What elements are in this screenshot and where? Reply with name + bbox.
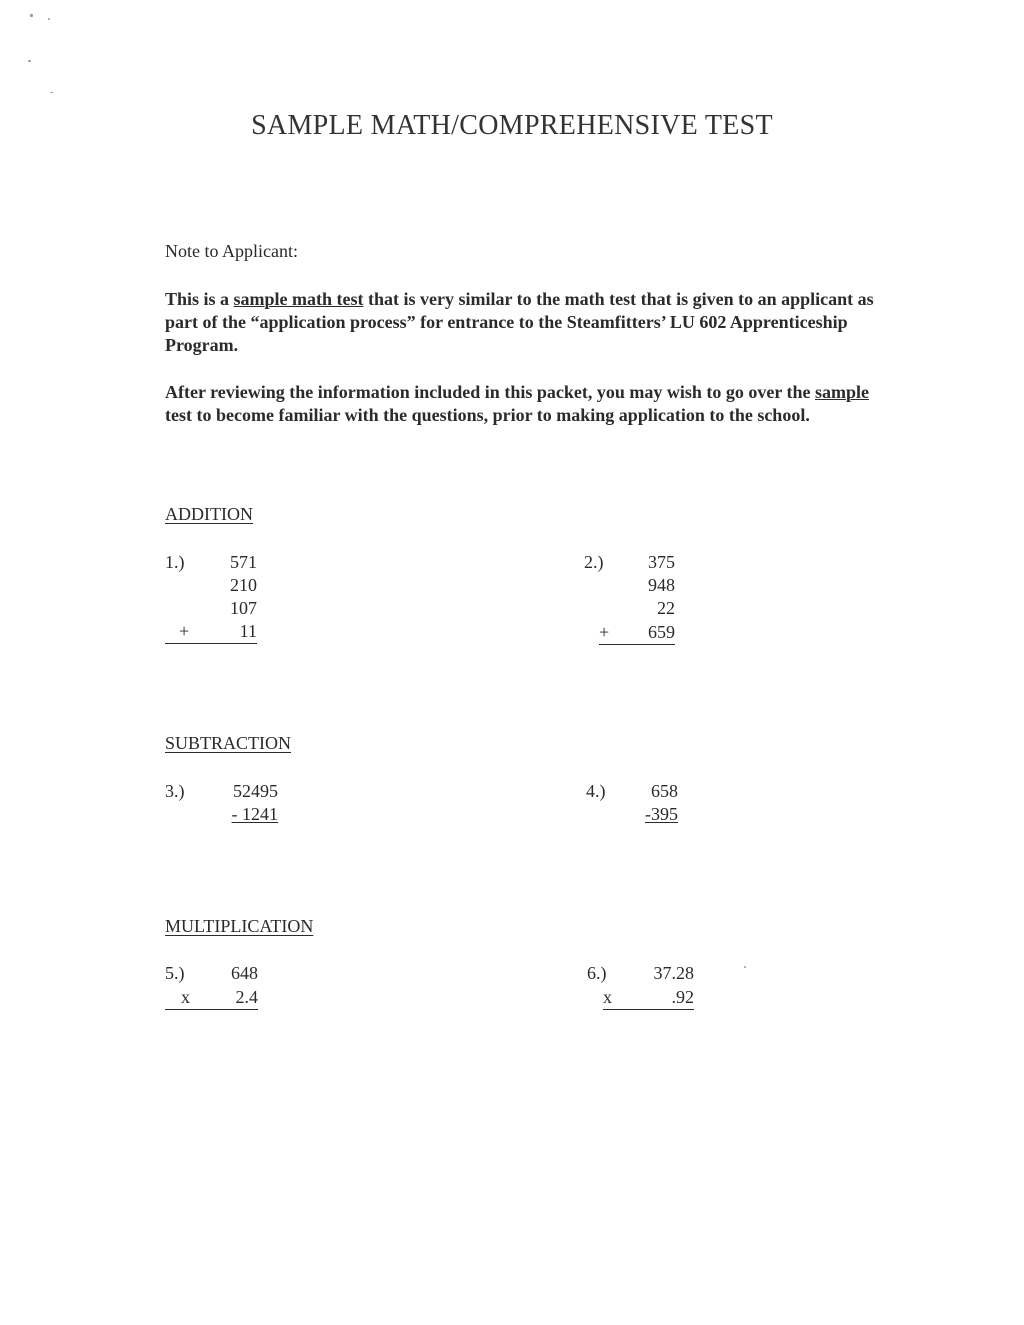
scan-speck <box>28 60 31 62</box>
question-2-operand-2: 948 <box>648 575 675 595</box>
question-6-operator: x <box>603 987 612 1007</box>
intro-text-start: This is a <box>165 289 234 309</box>
page-title: SAMPLE MATH/COMPREHENSIVE TEST <box>251 110 773 141</box>
question-1-operand-3: 107 <box>230 598 257 618</box>
question-4-label: 4.) <box>586 781 606 801</box>
intro-text-end: that is very similar to the math test that is given to an applicant as part of the “application process” for entrance to the Steamfitters’ LU 602 Apprenticeship Program. <box>165 289 874 355</box>
subtraction-heading: SUBTRACTION <box>165 733 292 753</box>
instructions-paragraph <box>165 381 895 427</box>
instructions-text-end: test to become familiar with the questions, prior to making application to the school. <box>165 405 810 425</box>
question-5-label: 5.) <box>165 963 185 983</box>
question-5-operator-line <box>165 986 258 1010</box>
question-1-operand-4: 11 <box>239 621 257 641</box>
multiplication-heading: MULTIPLICATION <box>165 916 314 936</box>
question-1-operand-1: 571 <box>230 552 257 572</box>
question-5-operand-1: 648 <box>231 963 258 983</box>
question-6-operator-line <box>603 986 694 1010</box>
question-4-operand-2: -395 <box>645 804 678 824</box>
question-2-operand-1: 375 <box>648 552 675 572</box>
question-3-operand-1: 52495 <box>233 781 278 801</box>
addition-heading: ADDITION <box>165 504 253 524</box>
question-2-operand-4: 659 <box>648 622 675 642</box>
question-2-operator: + <box>599 622 610 642</box>
question-3-label: 3.) <box>165 781 185 801</box>
intro-paragraph <box>165 288 895 357</box>
question-1-operator: + <box>179 621 190 641</box>
sample-phrase: sample <box>815 382 869 402</box>
note-heading: Note to Applicant: <box>165 241 298 261</box>
question-4-operand-1: 658 <box>651 781 678 801</box>
scan-speck <box>50 92 53 93</box>
scan-speck <box>48 18 50 20</box>
question-6-label: 6.) <box>587 963 607 983</box>
instructions-text-start: After reviewing the information included in this packet, you may wish to go over the <box>165 382 815 402</box>
question-5-operator: x <box>181 987 190 1007</box>
question-1-operator-line <box>165 620 257 644</box>
question-1-label: 1.) <box>165 552 185 572</box>
question-1-operand-2: 210 <box>230 575 257 595</box>
question-5-operand-2: 2.4 <box>235 987 258 1007</box>
question-2-operator-line <box>599 621 675 645</box>
question-6-operand-1: 37.28 <box>653 963 694 983</box>
question-2-operand-3: 22 <box>657 598 675 618</box>
scan-speck <box>30 14 33 17</box>
question-3-operand-2: - 1241 <box>231 804 278 824</box>
sample-math-test-phrase: sample math test <box>233 289 364 309</box>
question-2-label: 2.) <box>584 552 604 572</box>
scan-speck <box>744 966 746 968</box>
question-6-operand-2: .92 <box>671 987 694 1007</box>
